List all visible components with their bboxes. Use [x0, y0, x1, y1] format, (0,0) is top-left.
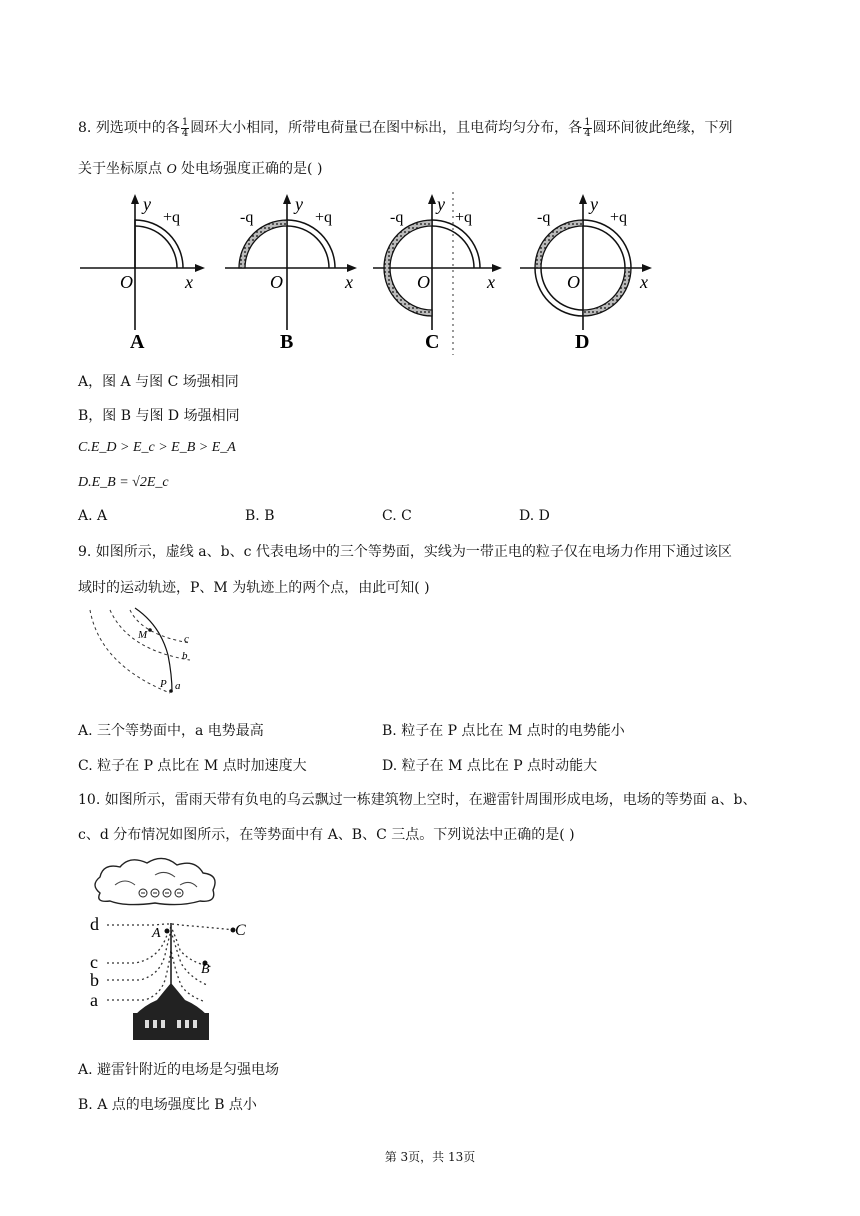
svg-text:M: M	[138, 629, 148, 641]
q10-stem-line2: c、d 分布情况如图所示，在等势面中有 A、B、C 三点。下列说法中正确的是( )	[78, 827, 575, 843]
q9-stem-line2: 域时的运动轨迹，P、M 为轨迹上的两个点，由此可知( )	[78, 580, 430, 596]
q9-option-c[interactable]: C. 粒子在 P 点比在 M 点时加速度大	[78, 758, 307, 774]
svg-text:O: O	[417, 272, 430, 292]
svg-text:-q: -q	[390, 209, 404, 226]
figure-d	[520, 194, 652, 353]
q8-statement-d: D.E_B = √2E_c	[78, 475, 169, 490]
svg-text:P: P	[160, 678, 167, 690]
svg-text:c: c	[90, 952, 98, 972]
q9-option-a[interactable]: A. 三个等势面中，a 电势最高	[78, 723, 264, 739]
q8-statement-b: B，图 B 与图 D 场强相同	[78, 408, 240, 424]
figure-c	[373, 192, 502, 355]
cloud-icon	[95, 858, 215, 904]
svg-text:C: C	[235, 922, 246, 939]
svg-text:a: a	[175, 680, 181, 692]
q9-option-b[interactable]: B. 粒子在 P 点比在 M 点时的电势能小	[382, 723, 625, 739]
svg-text:+q: +q	[455, 209, 473, 226]
q9-option-d[interactable]: D. 粒子在 M 点比在 P 点时动能大	[382, 758, 598, 774]
figure-a	[80, 194, 205, 353]
page-footer: 第 3页，共 13页	[384, 1150, 476, 1164]
q8-option-c[interactable]: C. C	[382, 508, 412, 524]
svg-text:+q: +q	[315, 209, 333, 226]
svg-text:+q: +q	[163, 209, 181, 226]
svg-text:A: A	[152, 926, 161, 941]
q9-figure	[80, 605, 210, 700]
svg-text:d: d	[90, 914, 99, 934]
svg-text:B: B	[280, 331, 294, 353]
fraction-quarter: $\frac{1}{4}$	[584, 116, 591, 139]
q8-statement-a: A，图 A 与图 C 场强相同	[78, 374, 239, 390]
svg-text:-q: -q	[537, 209, 551, 226]
building-icon	[133, 983, 209, 1040]
svg-text:c: c	[184, 633, 189, 645]
svg-text:C: C	[425, 331, 440, 353]
q10-figure	[85, 855, 260, 1050]
svg-text:y: y	[295, 194, 303, 214]
svg-text:b: b	[182, 650, 188, 662]
q8-option-a[interactable]: A. A	[78, 508, 108, 524]
figure-b	[225, 194, 357, 353]
svg-text:x: x	[487, 272, 495, 292]
svg-text:y: y	[590, 194, 598, 214]
q10-option-a[interactable]: A. 避雷针附近的电场是匀强电场	[78, 1062, 280, 1078]
svg-text:-q: -q	[240, 209, 254, 226]
svg-text:D: D	[575, 331, 590, 353]
q8-stem-line1: 8. 列选项中的各 $\frac{1}{4}$ 圆环大小相同，所带电荷量已在图中标出，且电荷均匀分布，各 $\frac{1}{4}$ 圆环间彼此绝缘，下列	[78, 116, 733, 139]
q8-option-d[interactable]: D. D	[519, 508, 550, 524]
q9-stem-line1: 9. 如图所示，虚线 a、b、c 代表电场中的三个等势面，实线为一带正电的粒子仅在电场力作用下通过该区	[78, 544, 732, 560]
svg-text:b: b	[90, 970, 99, 990]
svg-text:x: x	[185, 272, 193, 292]
svg-text:a: a	[90, 990, 98, 1010]
svg-text:x: x	[640, 272, 648, 292]
fraction-quarter: $\frac{1}{4}$	[181, 116, 189, 139]
svg-text:B: B	[201, 962, 210, 977]
q8-figures	[75, 190, 665, 360]
q8-number: 8.	[78, 120, 92, 136]
svg-text:A: A	[130, 331, 145, 353]
q8-statement-c: C.E_D > E_c > E_B > E_A	[78, 440, 236, 455]
q10-stem-line1: 10. 如图所示，雷雨天带有负电的乌云飘过一栋建筑物上空时，在避雷针周围形成电场，电场的等势面 a、b、	[78, 792, 757, 808]
q10-option-b[interactable]: B. A 点的电场强度比 B 点小	[78, 1097, 257, 1113]
q8-stem-line2: 关于坐标原点 O 处电场强度正确的是( )	[78, 161, 323, 177]
svg-text:O: O	[567, 272, 580, 292]
svg-text:O: O	[270, 272, 283, 292]
svg-text:y: y	[437, 194, 445, 214]
svg-text:O: O	[120, 272, 133, 292]
svg-text:+q: +q	[610, 209, 628, 226]
svg-text:y: y	[143, 194, 151, 214]
svg-text:x: x	[345, 272, 353, 292]
q8-option-b[interactable]: B. B	[245, 508, 275, 524]
